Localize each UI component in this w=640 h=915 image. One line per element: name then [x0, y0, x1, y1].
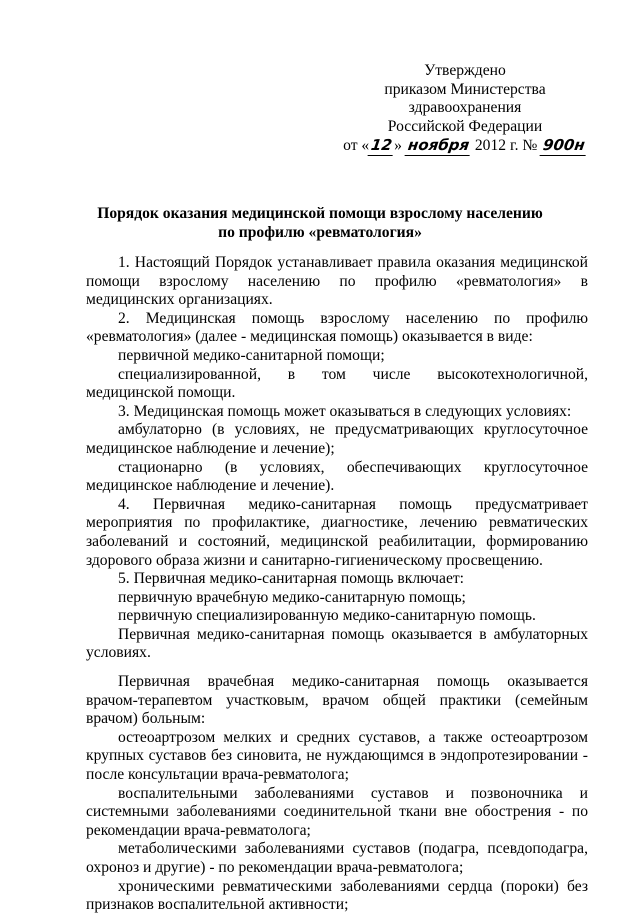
- paragraph-2-item-2: специализированной, в том числе высокотехнологичной, медицинской помощи.: [86, 365, 588, 402]
- document-body: [86, 254, 588, 915]
- paragraph-5-item-2: первичную специализированную медико-санитарную помощь.: [118, 607, 536, 625]
- patients-item-4: хроническими ревматическими заболеваниями сердца (пороки) без признаков воспалительной активности;: [86, 877, 588, 914]
- handwritten-order-number: 900н: [540, 136, 588, 156]
- paragraph-5-item-1: первичную врачебную медико-санитарную помощь;: [118, 588, 466, 606]
- approval-line-1: Утверждено: [424, 62, 506, 79]
- paragraph-2-item-1: первичной медико-санитарной помощи;: [118, 346, 385, 364]
- approval-line-3: здравоохранения: [408, 99, 522, 117]
- approval-date-line: [330, 136, 600, 156]
- patients-item-2: воспалительными заболеваниями суставов и позвоночника и системными заболеваниями соединительной ткани вне обострения - по рекомендации врача-ревматолога;: [86, 784, 588, 839]
- paragraph-3-item-2: стационарно (в условиях, обеспечивающих круглосуточное медицинское наблюдение и лечение).: [86, 458, 588, 495]
- approval-line-2: приказом Министерства: [384, 80, 546, 98]
- paragraph-1: 1. Настоящий Порядок устанавливает правила оказания медицинской помощи взрослому населению по профилю «ревматология» в медицинских организациях.: [86, 254, 588, 309]
- handwritten-month: ноября: [404, 136, 472, 156]
- paragraph-3: 3. Медицинская помощь может оказываться в следующих условиях:: [118, 402, 572, 420]
- paragraph-outpatient: Первичная медико-санитарная помощь оказывается в амбулаторных условиях.: [86, 625, 588, 662]
- title-line-1: Порядок оказания медицинской помощи взрослому населению: [97, 205, 543, 222]
- approval-stamp: [330, 62, 600, 156]
- paragraph-4: 4. Первичная медико-санитарная помощь предусматривает мероприятия по профилактике, диагностике, лечению ревматических заболеваний и состояний, медицинской реабилитации, формированию здорового образа жизни и санитарно-гигиеническому просвещению.: [86, 495, 588, 569]
- paragraph-2: 2. Медицинская помощь взрослому населению по профилю «ревматология» (далее - медицинская помощь) оказывается в виде:: [86, 309, 588, 346]
- patients-item-3: метаболическими заболеваниями суставов (подагра, псевдоподагра, охроноз и другие) - по рекомендации врача-ревматолога;: [86, 840, 588, 876]
- approval-line-4: Российской Федерации: [387, 117, 543, 135]
- handwritten-day: 12: [368, 136, 396, 156]
- date-mid: »: [394, 137, 402, 155]
- paragraph-5: 5. Первичная медико-санитарная помощь включает:: [118, 570, 465, 588]
- title-line-2: по профилю «ревматология»: [218, 223, 422, 241]
- document-title: [90, 205, 550, 242]
- year-text: 2012 г. №: [474, 137, 538, 155]
- paragraph-3-item-1: амбулаторно (в условиях, не предусматривающих круглосуточное медицинское наблюдение и лечение);: [86, 421, 588, 457]
- paragraph-primary-care: Первичная врачебная медико-санитарная помощь оказывается врачом-терапевтом участковым, врачом общей практики (семейным врачом) больным:: [86, 673, 588, 728]
- patients-item-1: остеоартрозом мелких и средних суставов, а также остеоартрозом крупных суставов без синовита, не нуждающимся в эндопротезировании - после консультации врача-ревматолога;: [86, 728, 588, 784]
- date-prefix: от «: [343, 137, 370, 155]
